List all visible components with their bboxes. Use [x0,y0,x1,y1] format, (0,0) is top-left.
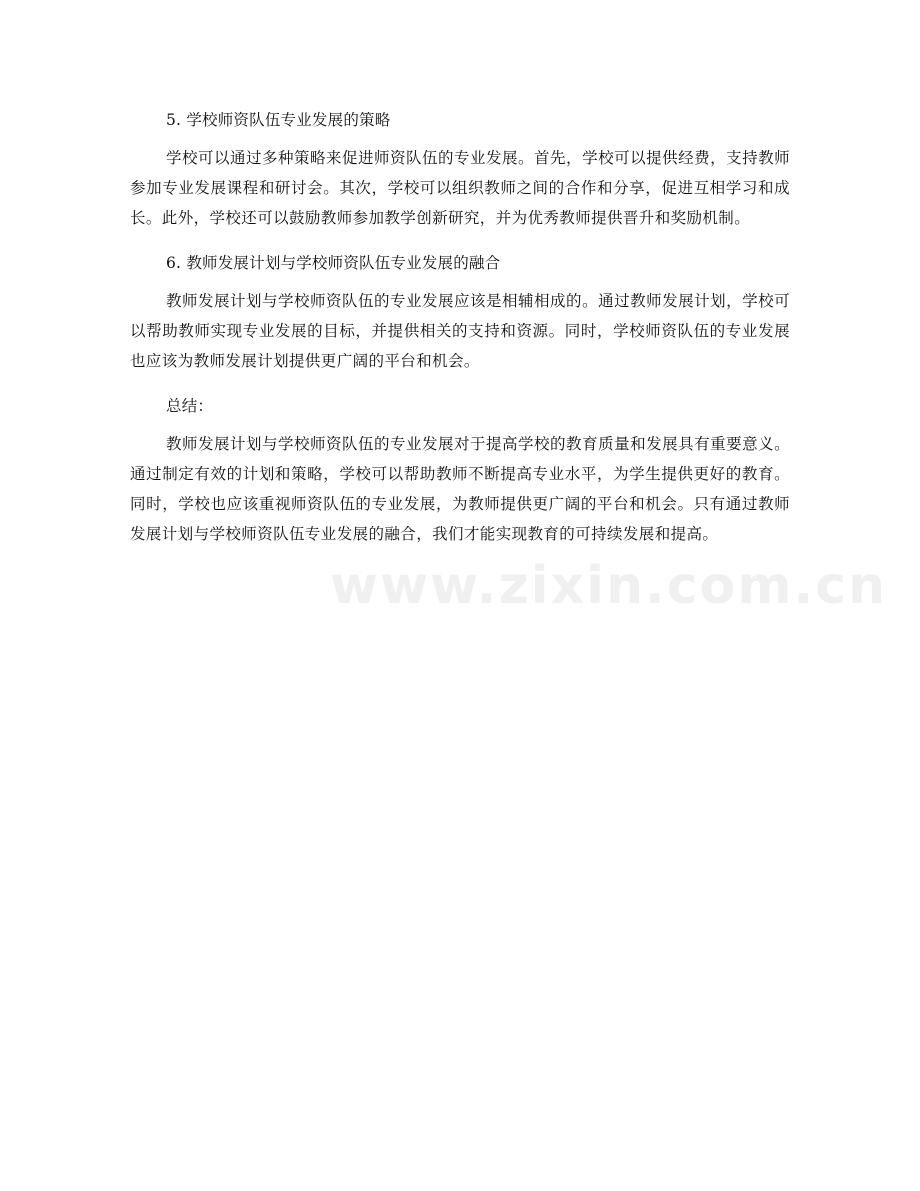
section-6-heading: 6. 教师发展计划与学校师资队伍专业发展的融合 [166,254,501,272]
document-body [130,105,790,564]
section-6-paragraph: 教师发展计划与学校师资队伍的专业发展应该是相辅相成的。通过教师发展计划，学校可以帮助教师实现专业发展的目标，并提供相关的支持和资源。同时，学校师资队伍的专业发展也应该为教师发展计划提供更广阔的平台和机会。 [130,292,790,370]
section-5-heading: 5. 学校师资队伍专业发展的策略 [166,111,391,129]
summary-paragraph: 教师发展计划与学校师资队伍的专业发展对于提高学校的教育质量和发展具有重要意义。通过制定有效的计划和策略，学校可以帮助教师不断提高专业水平，为学生提供更好的教育。同时，学校也应该重视师资队伍的专业发展，为教师提供更广阔的平台和机会。只有通过教师发展计划与学校师资队伍专业发展的融合，我们才能实现教育的可持续发展和提高。 [130,435,790,543]
watermark: www.zixin.com.cn [330,556,888,616]
summary-heading: 总结： [166,397,214,415]
section-5-paragraph: 学校可以通过多种策略来促进师资队伍的专业发展。首先，学校可以提供经费，支持教师参加专业发展课程和研讨会。其次，学校可以组织教师之间的合作和分享，促进互相学习和成长。此外，学校还可以鼓励教师参加教学创新研究，并为优秀教师提供晋升和奖励机制。 [130,149,790,227]
